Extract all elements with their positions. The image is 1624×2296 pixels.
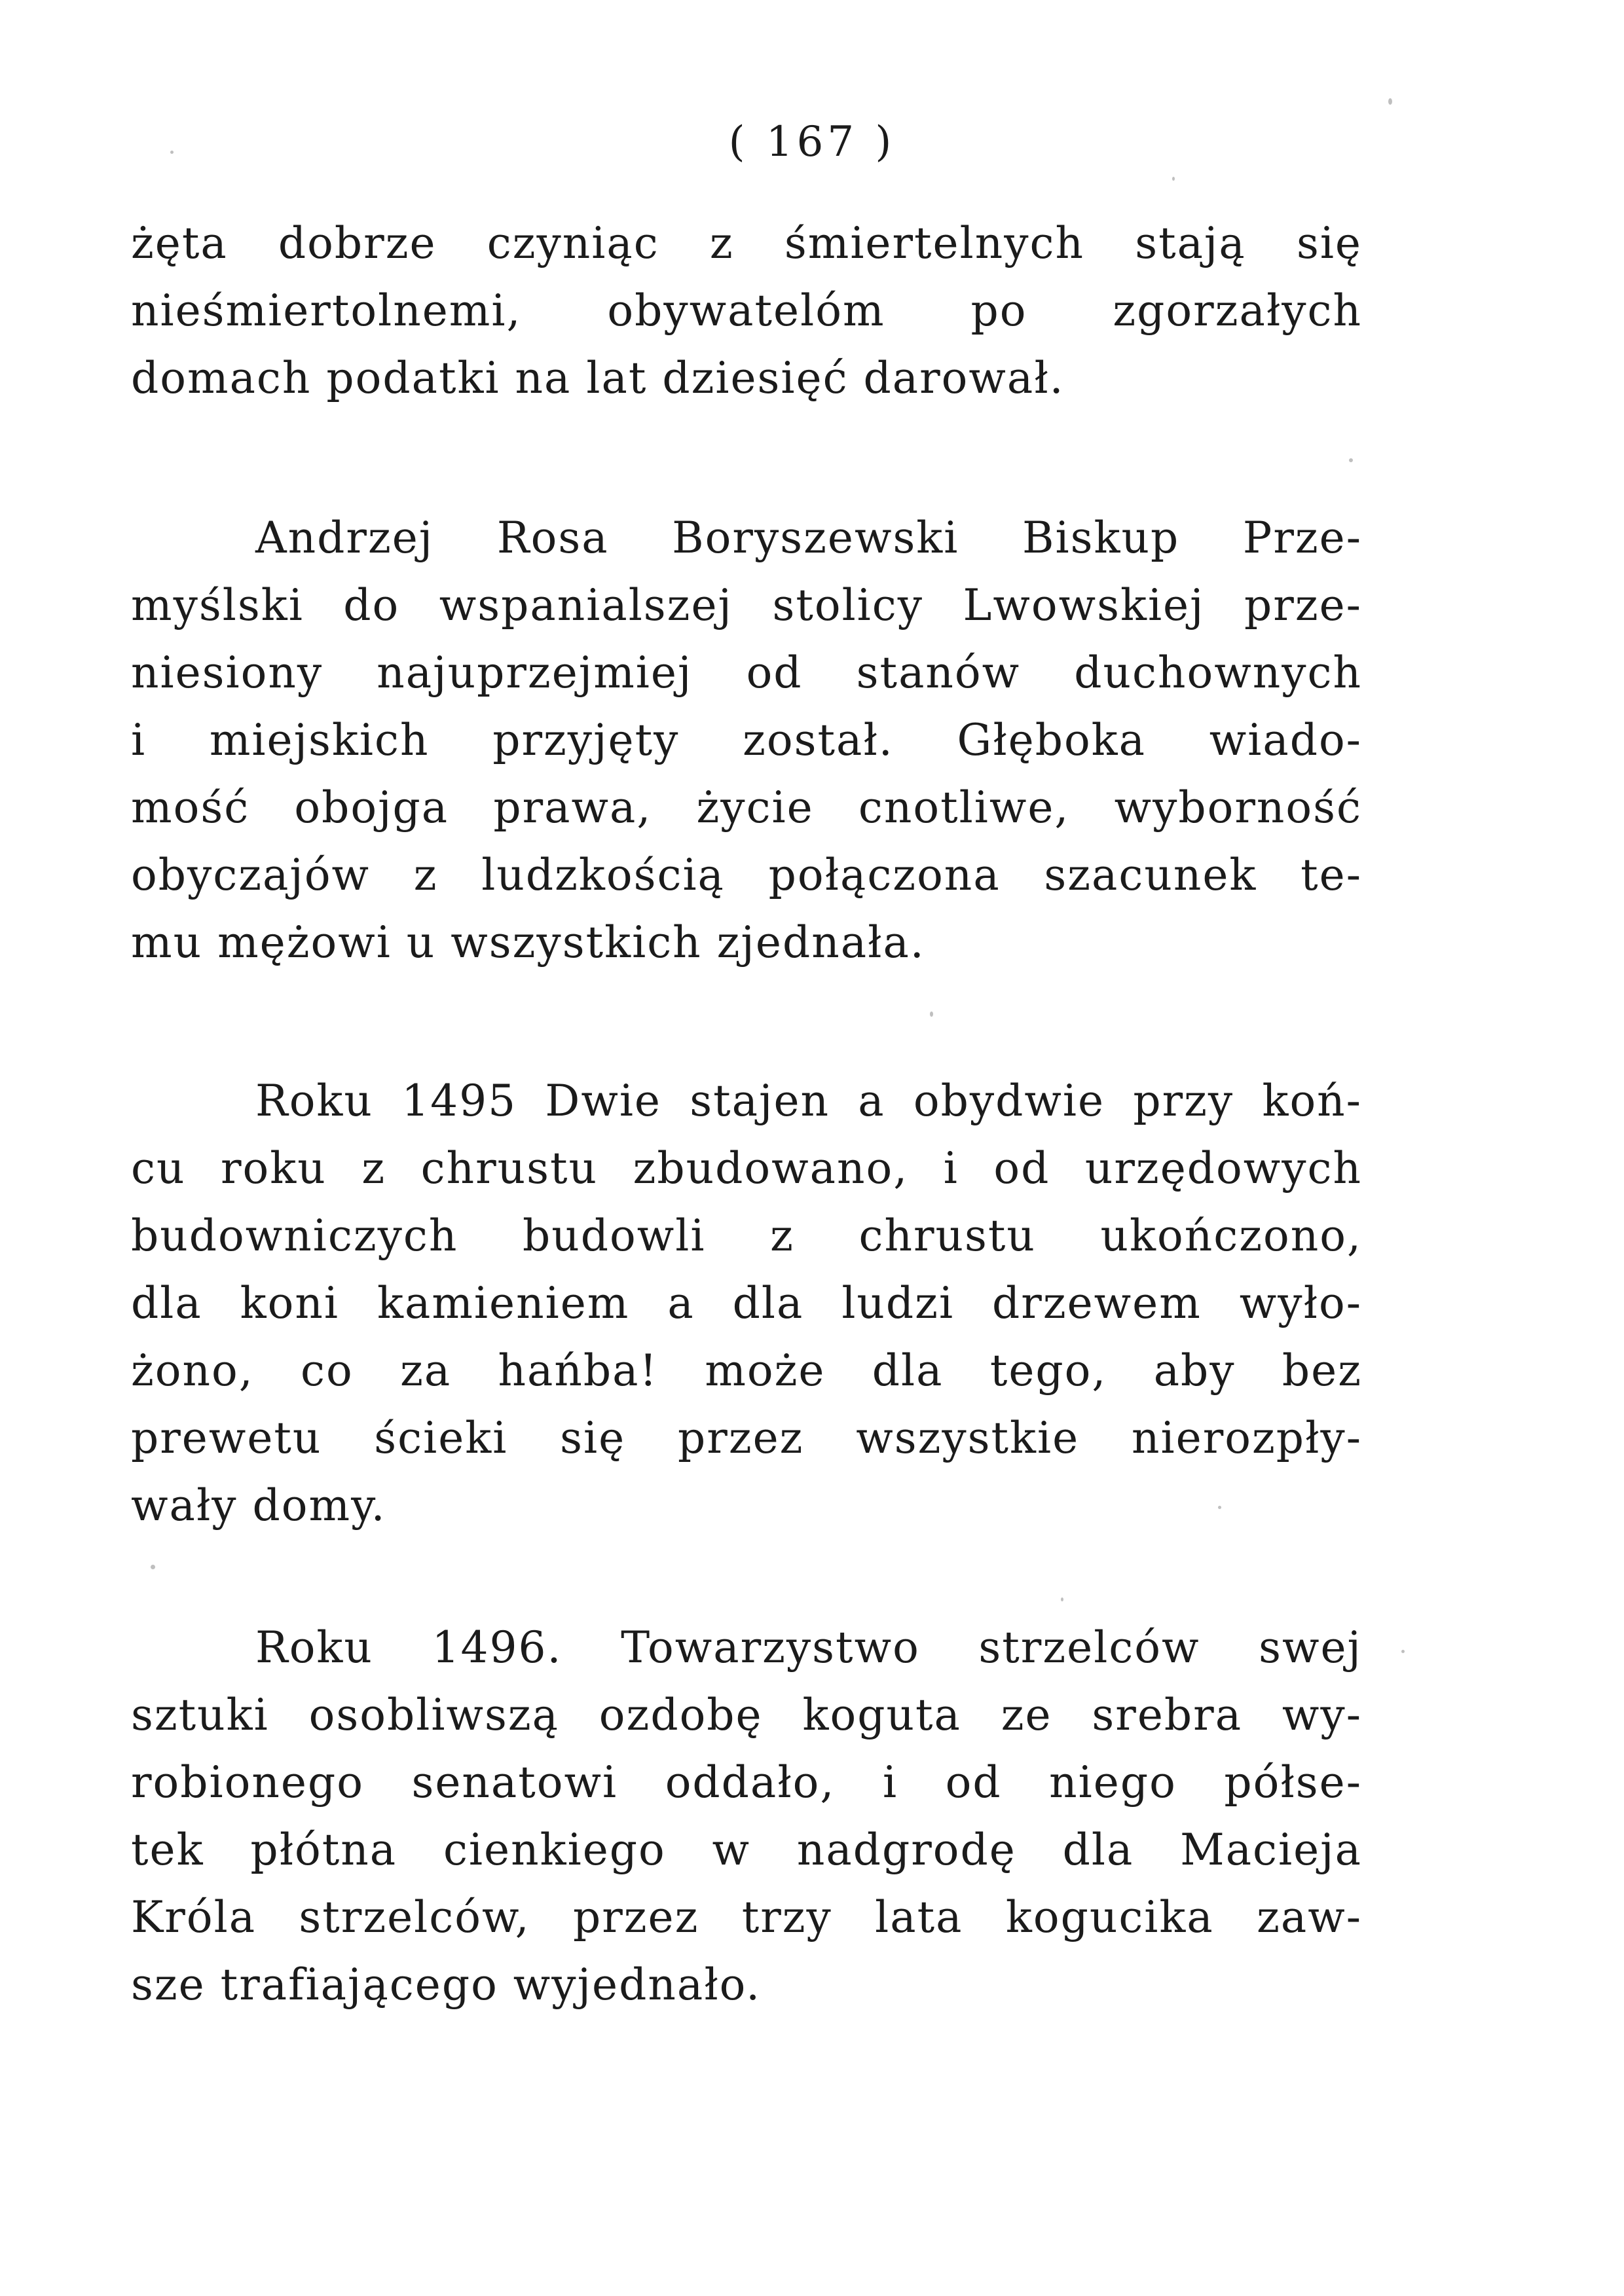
paper-speck	[170, 151, 174, 154]
text-line: sze trafiającego wyjednało.	[131, 1959, 762, 2010]
text-line: myślski do wspanialszej stolicy Lwowskiej prze-	[131, 580, 1362, 630]
text-line: sztuki osobliwszą ozdobę koguta ze srebra wy-	[131, 1690, 1362, 1740]
text-line: niesiony najuprzejmiej od stanów duchownych	[131, 647, 1362, 698]
paper-speck	[1349, 458, 1353, 462]
text-line: nieśmiertolnemi, obywatelóm po zgorzałych	[131, 285, 1362, 336]
paper-speck	[151, 1565, 155, 1569]
paragraph-rosa-boryszewski	[131, 504, 1362, 976]
paper-speck	[1172, 177, 1175, 181]
text-line: Andrzej Rosa Boryszewski Biskup Prze-	[255, 513, 1362, 563]
text-line: i miejskich przyjęty został. Głęboka wiado-	[131, 715, 1362, 765]
text-line: budowniczych budowli z chrustu ukończono,	[131, 1211, 1362, 1261]
paper-speck	[1388, 98, 1392, 105]
page-number: ( 167 )	[728, 118, 896, 166]
text-line: robionego senatowi oddało, i od niego półse-	[131, 1757, 1362, 1808]
text-line: Roku 1496. Towarzystwo strzelców swej	[255, 1622, 1362, 1673]
text-line: cu roku z chrustu zbudowano, i od urzędowych	[131, 1143, 1362, 1194]
text-line: tek płótna cienkiego w nadgrodę dla Macieja	[131, 1825, 1362, 1875]
text-line: żono, co za hańba! może dla tego, aby bez	[131, 1345, 1362, 1396]
paragraph-1495	[131, 1067, 1362, 1539]
paragraph-continuation	[131, 210, 1362, 412]
text-line: żęta dobrze czyniąc z śmiertelnych stają się	[131, 218, 1362, 268]
text-line: wały domy.	[131, 1480, 386, 1531]
text-line: prewetu ścieki się przez wszystkie nierozpły-	[131, 1413, 1362, 1463]
paper-speck	[1401, 1650, 1405, 1653]
text-line: dla koni kamieniem a dla ludzi drzewem wyło-	[131, 1278, 1362, 1328]
text-line: obyczajów z ludzkością połączona szacunek te-	[131, 850, 1362, 900]
text-line: Króla strzelców, przez trzy lata kogucika zaw-	[131, 1892, 1362, 1942]
paper-speck	[1218, 1506, 1221, 1509]
text-line: Roku 1495 Dwie stajen a obydwie przy koń-	[255, 1076, 1362, 1126]
text-line: mość obojga prawa, życie cnotliwe, wyborność	[131, 782, 1362, 833]
text-line: mu mężowi u wszystkich zjednała.	[131, 917, 925, 968]
paper-speck	[930, 1011, 933, 1017]
paragraph-1496	[131, 1614, 1362, 2018]
text-line: domach podatki na lat dziesięć darował.	[131, 353, 1065, 403]
paper-speck	[1061, 1597, 1063, 1601]
